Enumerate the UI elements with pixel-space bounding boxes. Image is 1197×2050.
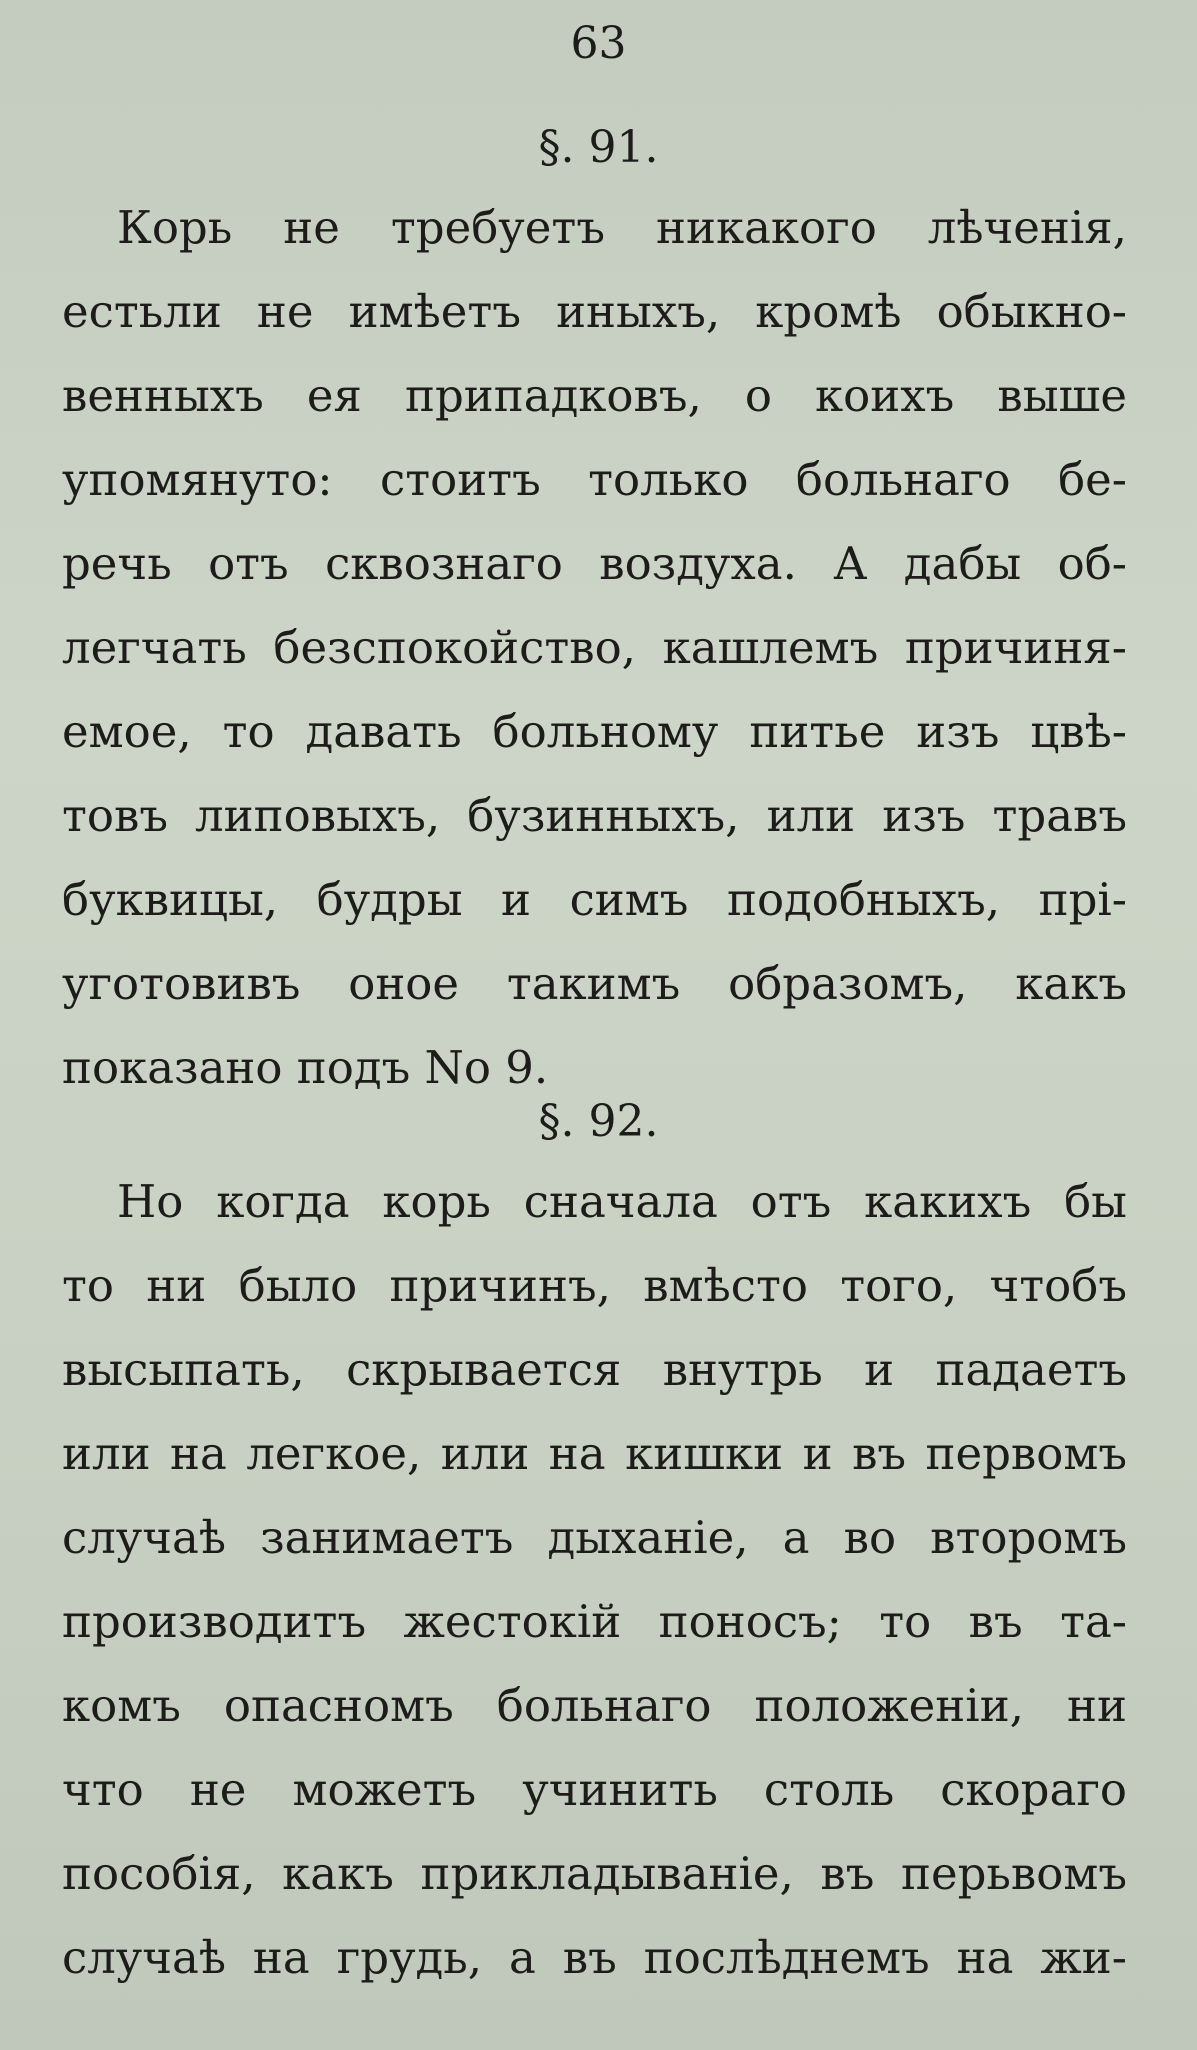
text-line: комъ опасномъ больнаго положеніи, ни [62,1679,1127,1732]
text-line: Корь не требуетъ никакого лѣченія, [117,201,1127,254]
text-line: уготовивъ оное такимъ образомъ, какъ [62,957,1127,1010]
text-line: Но когда корь сначала отъ какихъ бы [117,1175,1127,1228]
text-line: производитъ жестокій поносъ; то въ та- [62,1595,1127,1648]
text-line: что не можетъ учинить столь скораго [62,1763,1127,1816]
text-line: упомянуто: стоитъ только больнаго бе- [62,453,1127,506]
text-line: то ни было причинъ, вмѣсто того, чтобъ [62,1259,1127,1312]
text-line: емое, то давать больному питье изъ цвѣ- [62,705,1127,758]
text-line: буквицы, будры и симъ подобныхъ, прі- [62,873,1127,926]
text-line: высыпать, скрывается внутрь и падаетъ [62,1343,1127,1396]
text-line: или на легкое, или на кишки и въ первомъ [62,1427,1127,1480]
text-line: венныхъ ея припадковъ, о коихъ выше [62,369,1127,422]
page-number: 63 [570,18,627,69]
section-heading-92: §. 92. [538,1096,659,1147]
section-92-paragraph [62,1160,1127,2000]
section-91-paragraph [62,186,1127,1110]
text-line: речь отъ сквознаго воздуха. А дабы об- [62,537,1127,590]
text-line: показано подъ No 9. [62,1041,549,1094]
text-line: случаѣ на грудь, а въ послѣднемъ на жи- [62,1931,1127,1984]
text-line: пособія, какъ прикладываніе, въ перьвомъ [62,1847,1127,1900]
text-line: товъ липовыхъ, бузинныхъ, или изъ травъ [62,789,1127,842]
section-heading-91: §. 91. [538,122,659,173]
text-line: случаѣ занимаетъ дыханіе, а во второмъ [62,1511,1127,1564]
text-line: легчать безспокойство, кашлемъ причиня- [62,621,1127,674]
text-line: естьли не имѣетъ иныхъ, кромѣ обыкно- [62,285,1127,338]
